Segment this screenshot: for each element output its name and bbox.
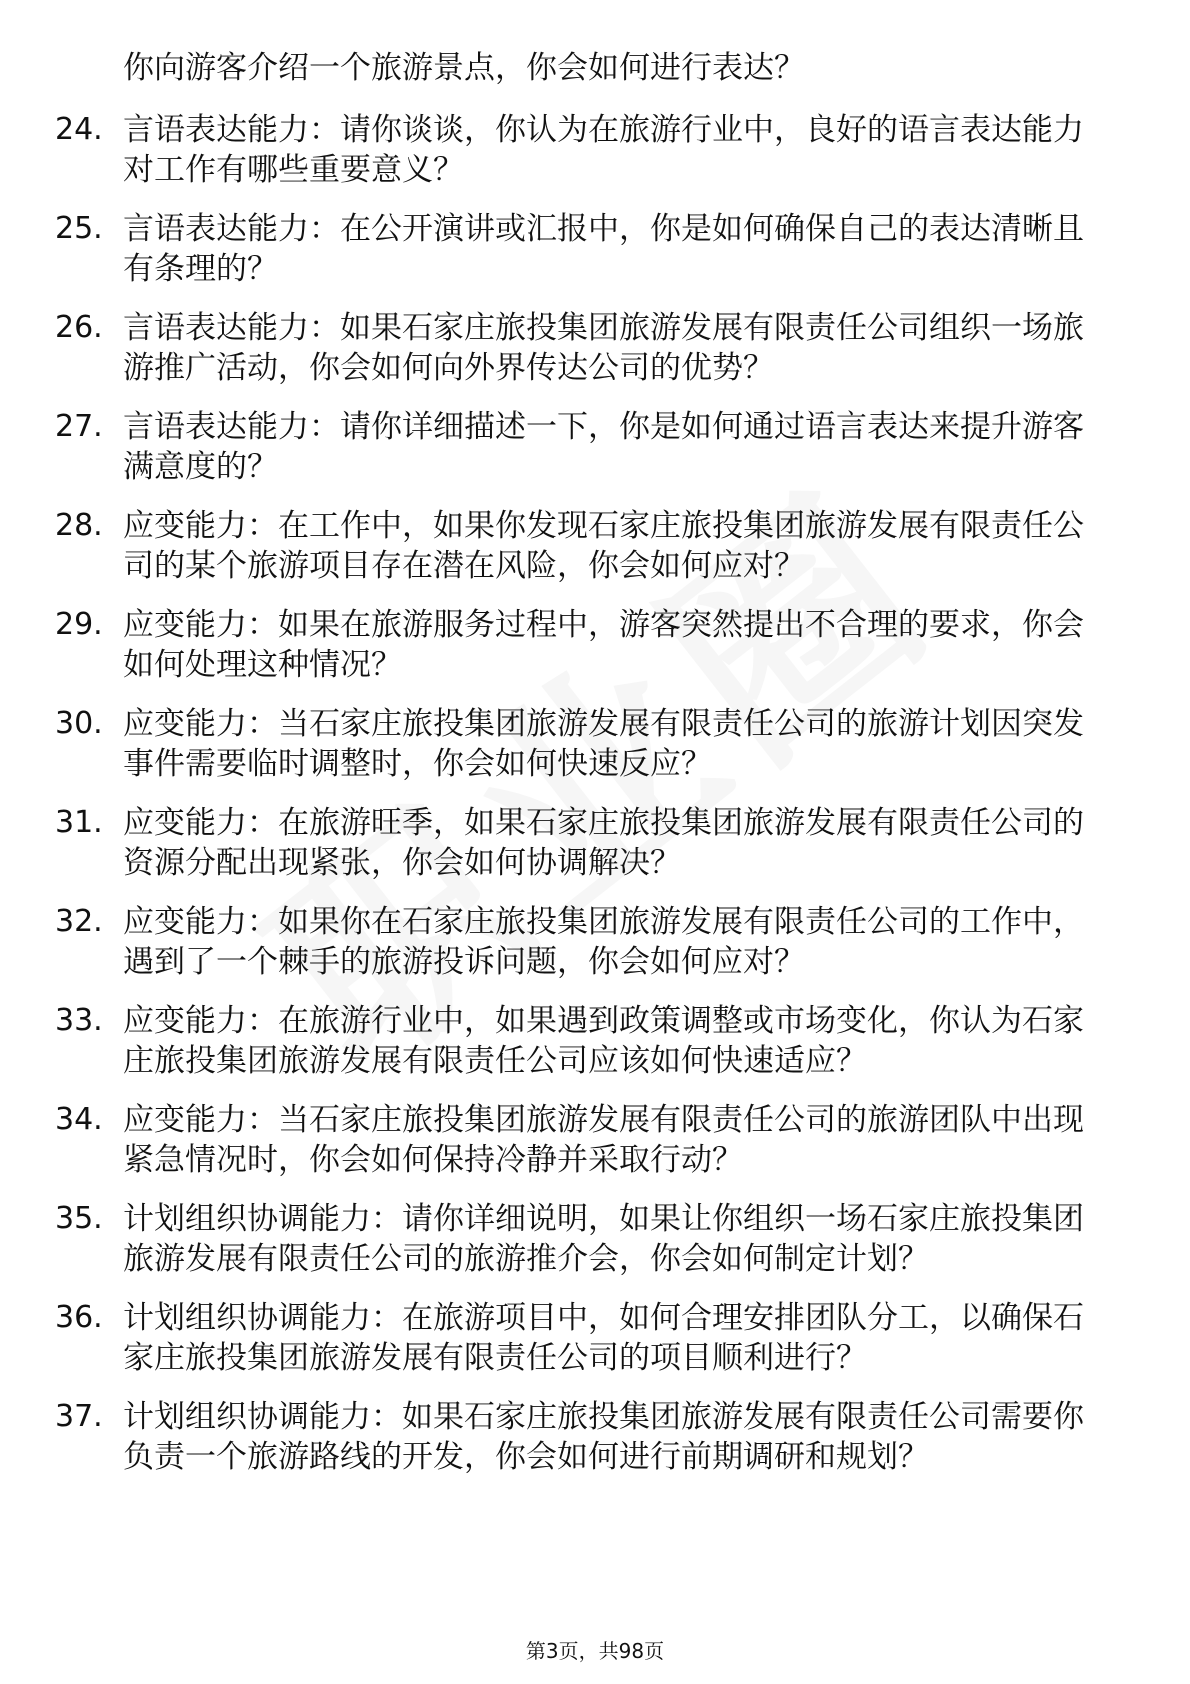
list-item bbox=[55, 1001, 1135, 1081]
question-text: 言语表达能力：请你谈谈，你认为在旅游行业中，良好的语言表达能力对工作有哪些重要意义？ bbox=[123, 112, 1084, 188]
question-text: 言语表达能力：在公开演讲或汇报中，你是如何确保自己的表达清晰且有条理的？ bbox=[123, 211, 1084, 287]
list-item bbox=[55, 1100, 1135, 1180]
question-text: 应变能力：当石家庄旅投集团旅游发展有限责任公司的旅游计划因突发事件需要临时调整时，你会如何快速反应？ bbox=[123, 706, 1084, 782]
list-item bbox=[55, 902, 1135, 982]
list-item bbox=[55, 1199, 1135, 1279]
question-number: 32. bbox=[55, 904, 103, 939]
question-list bbox=[55, 110, 1135, 1496]
list-item bbox=[55, 407, 1135, 487]
list-item bbox=[55, 1397, 1135, 1477]
list-item bbox=[55, 704, 1135, 784]
question-number: 25. bbox=[55, 211, 103, 246]
question-text: 计划组织协调能力：请你详细说明，如果让你组织一场石家庄旅投集团旅游发展有限责任公司的旅游推介会，你会如何制定计划？ bbox=[123, 1201, 1084, 1277]
question-text: 言语表达能力：如果石家庄旅投集团旅游发展有限责任公司组织一场旅游推广活动，你会如何向外界传达公司的优势？ bbox=[123, 310, 1084, 386]
question-text: 计划组织协调能力：如果石家庄旅投集团旅游发展有限责任公司需要你负责一个旅游路线的开发，你会如何进行前期调研和规划？ bbox=[123, 1399, 1084, 1475]
list-item bbox=[55, 506, 1135, 586]
question-number: 35. bbox=[55, 1201, 103, 1236]
question-number: 30. bbox=[55, 706, 103, 741]
list-item bbox=[55, 605, 1135, 685]
list-item bbox=[55, 1298, 1135, 1378]
continuation-line: 你向游客介绍一个旅游景点，你会如何进行表达？ bbox=[123, 50, 805, 86]
question-text: 计划组织协调能力：在旅游项目中，如何合理安排团队分工，以确保石家庄旅投集团旅游发展有限责任公司的项目顺利进行？ bbox=[123, 1300, 1084, 1376]
question-text: 应变能力：在工作中，如果你发现石家庄旅投集团旅游发展有限责任公司的某个旅游项目存在潜在风险，你会如何应对？ bbox=[123, 508, 1084, 584]
question-text: 言语表达能力：请你详细描述一下，你是如何通过语言表达来提升游客满意度的？ bbox=[123, 409, 1084, 485]
list-item bbox=[55, 110, 1135, 190]
question-number: 26. bbox=[55, 310, 103, 345]
list-item bbox=[55, 308, 1135, 388]
page-footer: 第3页，共98页 bbox=[525, 1639, 665, 1663]
question-number: 27. bbox=[55, 409, 103, 444]
question-number: 31. bbox=[55, 805, 103, 840]
list-item bbox=[55, 209, 1135, 289]
question-text: 应变能力：在旅游旺季，如果石家庄旅投集团旅游发展有限责任公司的资源分配出现紧张，你会如何协调解决？ bbox=[123, 805, 1084, 881]
question-number: 37. bbox=[55, 1399, 103, 1434]
question-text: 应变能力：如果你在石家庄旅投集团旅游发展有限责任公司的工作中，遇到了一个棘手的旅游投诉问题，你会如何应对？ bbox=[123, 904, 1084, 980]
question-number: 33. bbox=[55, 1003, 103, 1038]
list-item bbox=[55, 803, 1135, 883]
question-text: 应变能力：如果在旅游服务过程中，游客突然提出不合理的要求，你会如何处理这种情况？ bbox=[123, 607, 1084, 683]
question-number: 28. bbox=[55, 508, 103, 543]
question-number: 36. bbox=[55, 1300, 103, 1335]
question-number: 34. bbox=[55, 1102, 103, 1137]
question-number: 24. bbox=[55, 112, 103, 147]
question-text: 应变能力：在旅游行业中，如果遇到政策调整或市场变化，你认为石家庄旅投集团旅游发展有限责任公司应该如何快速适应？ bbox=[123, 1003, 1084, 1079]
question-text: 应变能力：当石家庄旅投集团旅游发展有限责任公司的旅游团队中出现紧急情况时，你会如何保持冷静并采取行动？ bbox=[123, 1102, 1084, 1178]
question-number: 29. bbox=[55, 607, 103, 642]
